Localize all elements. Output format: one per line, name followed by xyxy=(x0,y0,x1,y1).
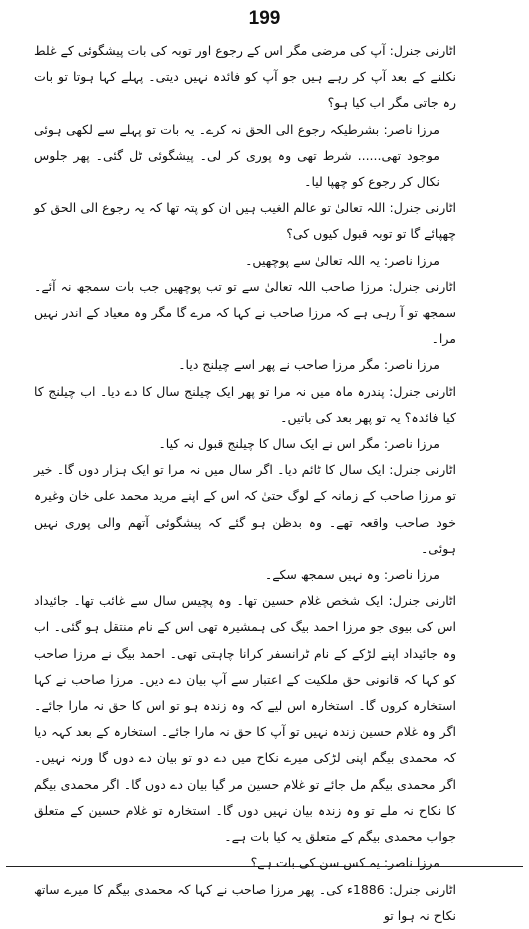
paragraph: اٹارنی جنرل: اللہ تعالیٰ تو عالم الغیب ہیں ان کو پتہ تھا کہ یہ رجوع الی الحق کو چھپائے گا تو توبہ قبول کیوں کی؟ xyxy=(34,200,456,242)
paragraph: اٹارنی جنرل: پندرہ ماہ میں نہ مرا تو پھر ایک چیلنج سال کا دے دیا۔ اب چیلنج کا کیا فائدہ؟ یہ تو پھر بعد کی باتیں۔ xyxy=(34,383,456,425)
paragraph: مرزا ناصر: بشرطیکہ رجوع الی الحق نہ کرے۔ یہ بات تو پہلے سے لکھی ہوئی موجود تھی...... شرط تھی وہ پوری کر لی۔ پیشگوئی ٹل گئی۔ پھر جلوس نکال کر رجوع کو چھپا لیا۔ xyxy=(34,121,440,190)
paragraph: مرزا ناصر: یہ اللہ تعالیٰ سے پوچھیں۔ xyxy=(245,252,440,268)
paragraph: اٹارنی جنرل: آپ کی مرضی مگر اس کے رجوع اور توبہ کی بات پیشگوئی کے غلط نکلنے کے بعد آپ کر رہے ہیں جو آپ کو فائدہ نہیں دیتی۔ پہلے کہا ہوتا تو بات رہ جاتی مگر اب کیا ہو؟ xyxy=(34,43,456,111)
paragraph: مرزا ناصر: وہ نہیں سمجھ سکے۔ xyxy=(264,567,440,583)
page-number: 199 xyxy=(248,8,281,29)
paragraph: اٹارنی جنرل: ایک سال کا ٹائم دیا۔ اگر سال میں نہ مرا تو ایک ہزار دوں گا۔ خیر تو مرزا صاحب کے زمانہ کے لوگ حتیٰ کہ اس کے اپنے مرید محمد علی خان وغیرہ خود صاحب واقعہ تھے۔ وہ بدظن ہو گئے کہ پیشگوئی آتھم والی پوری نہیں ہوئی۔ xyxy=(34,462,456,556)
paragraph: اٹارنی جنرل: مرزا صاحب اللہ تعالیٰ سے تو تب پوچھیں جب بات سمجھ نہ آئے۔ سمجھ تو آ رہی ہے کہ مرزا صاحب نے کہا کہ مرے گا مگر وہ معیاد کے اندر نہیں مرا۔ xyxy=(34,278,456,347)
paragraph: اٹارنی جنرل: 1886ء کی۔ پھر مرزا صاحب نے کہا کہ محمدی بیگم کا میرے ساتھ نکاح نہ ہوا تو xyxy=(34,881,456,923)
paragraph: مرزا ناصر: یہ کس سن کی بات ہے؟ xyxy=(250,855,440,871)
body-text xyxy=(34,38,496,929)
footer-rule xyxy=(6,866,523,867)
paragraph: مرزا ناصر: مگر اس نے ایک سال کا چیلنج قبول نہ کیا۔ xyxy=(158,436,440,452)
paragraph: اٹارنی جنرل: ایک شخص غلام حسین تھا۔ وہ پچیس سال سے غائب تھا۔ جائیداد اس کی بیوی جو مرزا احمد بیگ کی ہمشیرہ تھی اس کے نام منتقل ہو گئی۔ اب وہ جائیداد اپنے لڑکے کے نام ٹرانسفر کرانا چاہتی تھی۔ احمد بیگ نے مرزا صاحب کو کہا کہ قانونی حق ملکیت کے اعتبار سے آپ بیان دے دیں۔ مرزا صاحب نے کہا استخارہ کروں گا۔ استخارہ اس لیے کہ وہ زندہ ہو تو اس کا حق نہ مارا جائے۔ اگر وہ غلام حسین زندہ نہیں تو آپ کا حق نہ مارا جائے۔ استخارہ کے بعد کہہ دیا کہ محمدی بیگم اپنی لڑکی میرے نکاح میں دے دو تو بیان دے دوں گا ورنہ نہیں۔ اگر محمدی بیگم مل جائے تو غلام حسین مر گیا بیان دے دوں گا۔ اگر محمدی بیگم کا نکاح نہ ملے تو وہ زندہ بیان نہیں دوں گا۔ استخارہ تو غلام حسین کے متعلق جواب محمدی بیگم کے متعلق یہ کیا بات ہے۔ xyxy=(34,593,456,845)
paragraph: مرزا ناصر: مگر مرزا صاحب نے پھر اسے چیلنج دیا۔ xyxy=(178,357,440,373)
